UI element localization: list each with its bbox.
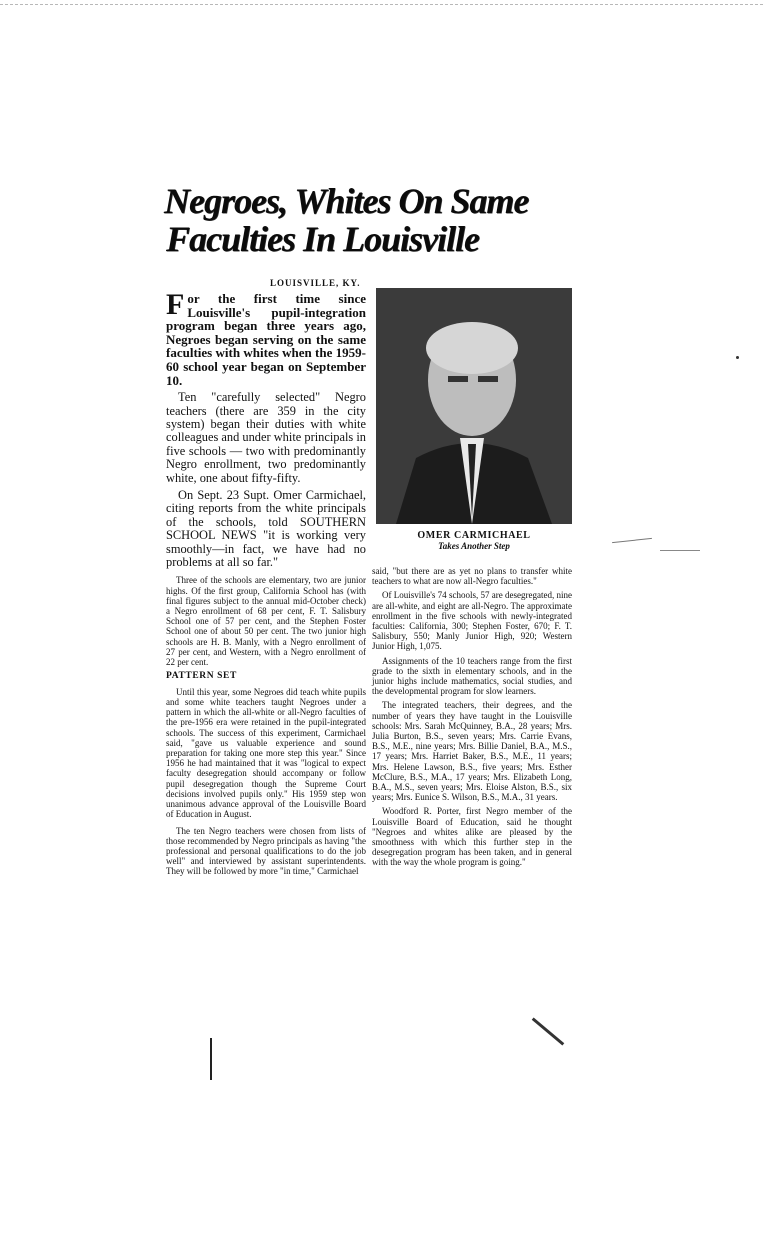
portrait-image [376,288,572,524]
dateline: LOUISVILLE, KY. [270,278,361,288]
stray-vertical-mark [210,1038,212,1080]
caption-name: OMER CARMICHAEL [417,530,531,541]
right-column [372,566,572,872]
paragraph: Ten "carefully selected" Negro teachers (there are 359 in the city system) began their duties with white colleagues and under white principals in five schools — two with predominantly Negro enrollment, two predominantly white, one about fifty-fifty. [166,390,366,485]
newspaper-clipping [160,178,580,1080]
headline [164,182,578,258]
headline-line-1: Negroes, Whites On Same [164,181,529,221]
drop-cap: F [166,288,185,321]
paragraph: Of Louisville's 74 schools, 57 are desegregated, nine are all-white, and eight are all-Negro. The approximate enrollment in the five schools with newly-integrated faculties: California, 300; Stephen Foster, 670; F. T. Salisbury, 550; Manly Junior High, 920; Western Junior High, 1,075. [372,590,572,652]
page-top-dashed-border [0,4,763,5]
paragraph: Three of the schools are elementary, two are junior highs. Of the first group, California School has (with final figures subject to the annual mid-October check) a Negro enrollment of 68 per cent, F. T. Salisbury School one of 57 per cent, and the Stephen Foster School one of about 50 per cent. The two junior high schools are H. B. Manly, with a Negro enrollment of 27 per cent, and Western, with a Negro enrollment of 22 per cent. [166,575,366,668]
stray-dot-mark [736,356,739,359]
lead-text: or the first time since Louisville's pupil-integration program began three years ago, Negroes began serving on the same faculties with whites when the 1959-60 school year began on September 10. [166,291,366,388]
headline-line-2: Faculties In Louisville [166,219,480,259]
paragraph: On Sept. 23 Supt. Omer Carmichael, citing reports from the white principals of the schools, told SOUTHERN SCHOOL NEWS "it is working very smoothly—in fact, we have had no problems at all so far." [166,488,366,570]
subhead-pattern-set: PATTERN SET [166,671,237,682]
lead-paragraph [166,288,366,388]
photo-caption [376,530,572,551]
paragraph: said, "but there are as yet no plans to transfer white teachers to what are now all-Negro faculties." [372,566,572,587]
stray-pencil-mark [660,550,700,551]
paragraph: Assignments of the 10 teachers range from the first grade to the sixth in elementary schools, and in the junior highs include mathematics, social studies, and the developmental program for slow learners. [372,655,572,697]
paragraph: The ten Negro teachers were chosen from lists of those recommended by Negro principals as having "the professional and personal qualifications to do the job well" and interviewed by assistant superintendents. They will be followed by more "in time," Carmichael [166,825,366,877]
paragraph: Woodford R. Porter, first Negro member of the Louisville Board of Education, said he thought "Negroes and whites alike are pleased by the smoothness with which this further step in the desegregation program has been taken, and in general with the way the whole program is going." [372,806,572,868]
portrait-photo [376,288,572,524]
stray-pencil-mark [612,538,652,543]
left-column [166,288,366,881]
paragraph: Until this year, some Negroes did teach white pupils and some white teachers taught Negroes under a pattern in which the all-white or all-Negro faculties of the pre-1956 era were retained in the pupil-integrated schools. The success of this experiment, Carmichael said, "gave us valuable experience and sound preparation for taking one more step this year." Since 1956 he had maintained that it was "logical to expect faculty desegregation should accompany or follow pupil desegregation though the Supreme Court decisions involved pupils only." His 1959 step won unanimous advance approval of the Louisville Board of Education in August. [166,686,366,820]
paragraph: The integrated teachers, their degrees, and the number of years they have taught in the Louisville schools: Mrs. Sarah McQuinney, B.A., 28 years; Mrs. Julia Burton, B.S., seven years; Mrs. Carrie Evans, B.S., M.E., nine years; Mrs. Billie Daniel, B.A., M.S., 17 years; Mrs. Harriet Baker, B.S., M.E., 11 years; Mrs. Helene Lawson, B.S., five years; Mrs. Esther McClure, B.S., M.A., 17 years; Mrs. Elizabeth Long, B.A., M.S., seven years; Mrs. Eloise Alston, B.S., six years; Mrs. Eunice S. Wilson, B.S., M.A., 31 years. [372,700,572,803]
caption-subtitle: Takes Another Step [438,541,510,551]
